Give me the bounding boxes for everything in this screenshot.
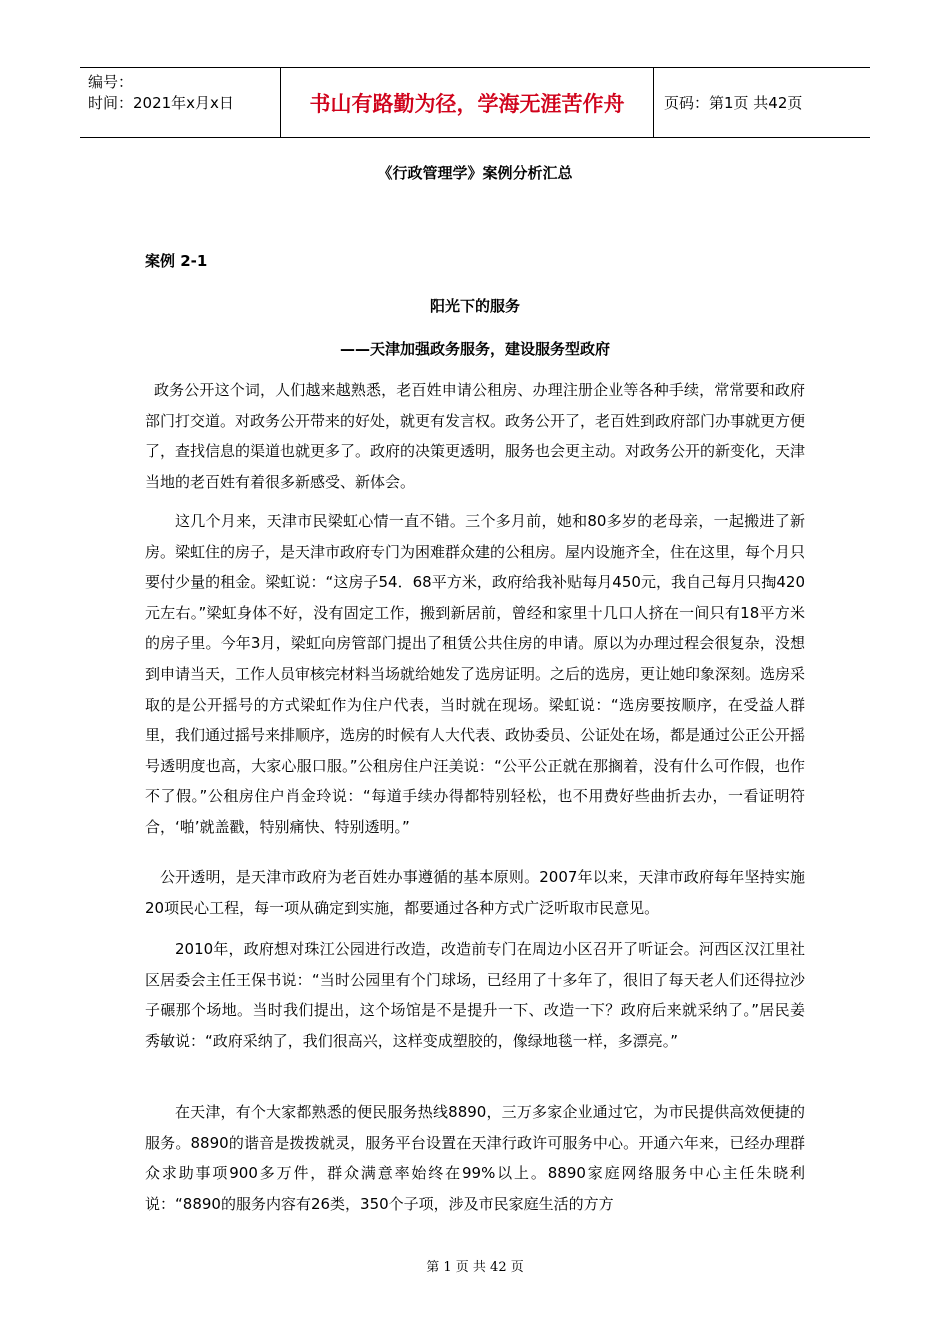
document-title: 《行政管理学》案例分析汇总 — [377, 164, 573, 182]
header-motto: 书山有路勤为径，学海无涯苦作舟 — [280, 68, 654, 137]
page-footer: 第 1 页 共 42 页 — [426, 1260, 524, 1275]
paragraph-4: 2010年，政府想对珠江公园进行改造，改造前专门在周边小区召开了听证会。河西区汉江里社区居委会主任王保书说：“当时公园里有个门球场，已经用了十多年了，很旧了每天老人们还得拉沙子碾那个场地。当时我们提出，这个场馆是不是提升一下、改造一下？政府后来就采纳了。”居民姜秀敏说：“政府采纳了，我们很高兴，这样变成塑胶的，像绿地毯一样，多漂亮。” — [145, 940, 805, 1050]
header-table — [80, 67, 870, 138]
case-title: 阳光下的服务 — [429, 297, 520, 315]
case-number: 案例 2-1 — [145, 252, 208, 270]
paragraph-2: 这几个月来，天津市民梁虹心情一直不错。三个多月前，她和80多岁的老母亲，一起搬进了新房。梁虹住的房子，是天津市政府专门为困难群众建的公租房。屋内设施齐全，住在这里，每个月只要付少量的租金。梁虹说：“这房子54．68平方米，政府给我补贴每月450元，我自己每月只掏420元左右。”梁虹身体不好，没有固定工作，搬到新居前，曾经和家里十几口人挤在一间只有18平方米的房子里。今年3月，梁虹向房管部门提出了租赁公共住房的申请。原以为办理过程会很复杂，没想到申请当天，工作人员审核完材料当场就给她发了选房证明。之后的选房，更让她印象深刻。选房采取的是公开摇号的方式梁虹作为住户代表，当时就在现场。梁虹说：“选房要按顺序，在受益人群里，我们通过摇号来排顺序，选房的时候有人大代表、政协委员、公证处在场，都是通过公正公开摇号透明度也高，大家心服口服。”公租房住户汪美说：“公平公正就在那搁着，没有什么可作假，也作不了假。”公租房住户肖金玲说：“每道手续办得都特别轻松，也不用费好些曲折去办，一看证明符合，‘啪’就盖戳，特别痛快、特别透明。” — [145, 512, 806, 836]
paragraph-3: 公开透明，是天津市政府为老百姓办事遵循的基本原则。2007年以来，天津市政府每年坚持实施20项民心工程，每一项从确定到实施，都要通过各种方式广泛听取市民意见。 — [145, 868, 805, 917]
header-meta-cell — [80, 68, 280, 137]
paragraph-1: 政务公开这个词，人们越来越熟悉，老百姓申请公租房、办理注册企业等各种手续，常常要和政府部门打交道。对政务公开带来的好处，就更有发言权。政务公开了，老百姓到政府部门办事就更方便了，查找信息的渠道也就更多了。政府的决策更透明，服务也会更主动。对政务公开的新变化，天津当地的老百姓有着很多新感受、新体会。 — [145, 381, 806, 491]
header-number-label: 编号： — [88, 73, 134, 91]
header-date-label: 时间：2021年x月x日 — [88, 94, 234, 112]
header-page-info: 页码：第1页 共42页 — [664, 94, 803, 112]
paragraph-5: 在天津，有个大家都熟悉的便民服务热线8890，三万多家企业通过它，为市民提供高效便捷的服务。8890的谐音是拨拨就灵，服务平台设置在天津行政许可服务中心。开通六年来，已经办理群众求助事项900多万件，群众满意率始终在99%以上。8890家庭网络服务中心主任朱晓利说：“8890的服务内容有26类，350个子项，涉及市民家庭生活的方方 — [145, 1103, 805, 1213]
case-subtitle: ——天津加强政务服务，建设服务型政府 — [339, 340, 610, 358]
